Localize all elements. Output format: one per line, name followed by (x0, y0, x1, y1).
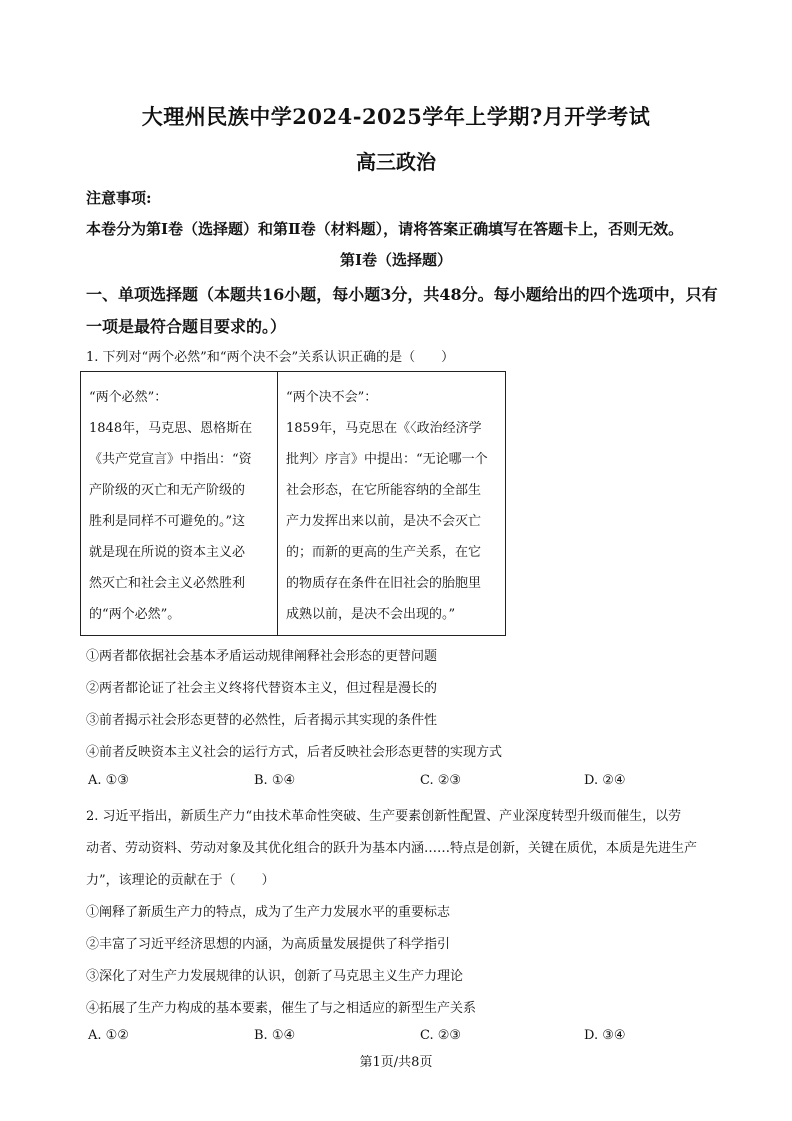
q1-right-line: 成熟以前，是决不会出现的。” (286, 607, 456, 622)
q2-stem-line3: 力”，该理论的贡献在于（ ） (86, 873, 275, 888)
notice-label: 注意事项: (86, 189, 152, 207)
q1-right-line: 社会形态，在它所能容纳的全部生 (286, 483, 482, 498)
q1-left-line: 《共产党宣言》中指出：“资 (89, 452, 252, 467)
q2-option-a[interactable]: A. ①② (88, 1028, 129, 1043)
q1-material-table (80, 371, 506, 636)
q2-option-b[interactable]: B. ①④ (254, 1028, 296, 1043)
q1-left-line: 的“两个必然”。 (89, 607, 181, 622)
section-instruction-line2: 一项是最符合题目要求的。） (86, 317, 287, 336)
q1-right-line: 的物质存在条件在旧社会的胎胞里 (286, 576, 482, 591)
q1-right-line: 批判〉序言》中提出：“无论哪一个 (286, 452, 488, 467)
q1-option-d[interactable]: D. ②④ (584, 773, 626, 788)
q1-right-cell (278, 372, 506, 636)
q2-stem-line2: 动者、劳动资料、劳动对象及其优化组合的跃升为基本内涵……特点是创新，关键在质优，本质是先进生产 (86, 841, 698, 856)
q1-left-line: 胜利是同样不可避免的。”这 (89, 514, 246, 529)
q2-option-c[interactable]: C. ②③ (420, 1028, 462, 1043)
q1-statement-3: ③前者揭示社会形态更替的必然性，后者揭示其实现的条件性 (86, 713, 438, 728)
q1-left-cell (81, 372, 278, 636)
q2-statement-4: ④拓展了生产力构成的基本要素，催生了与之相适应的新型生产关系 (86, 1001, 477, 1016)
page-number: 第1页/共8页 (359, 1055, 433, 1070)
q1-statement-4: ④前者反映资本主义社会的运行方式，后者反映社会形态更替的实现方式 (86, 745, 503, 760)
q1-right-line: 产力发挥出来以前，是决不会灭亡 (286, 514, 482, 529)
exam-subject: 高三政治 (356, 150, 436, 174)
q1-left-line: 然灭亡和社会主义必然胜利 (89, 576, 246, 591)
q1-left-line: 产阶级的灭亡和无产阶级的 (89, 483, 246, 498)
q1-right-line: 1859年，马克思在《〈政治经济学 (286, 421, 482, 436)
q1-left-line: 就是现在所说的资本主义必 (89, 545, 246, 560)
section-title: 第Ⅰ卷（选择题） (339, 251, 453, 269)
q2-option-d[interactable]: D. ③④ (584, 1028, 626, 1043)
q2-statement-2: ②丰富了习近平经济思想的内涵，为高质量发展提供了科学指引 (86, 937, 451, 952)
q1-statement-2: ②两者都论证了社会主义终将代替资本主义，但过程是漫长的 (86, 681, 438, 696)
q1-option-b[interactable]: B. ①④ (254, 773, 296, 788)
q1-option-c[interactable]: C. ②③ (420, 773, 462, 788)
q1-option-a[interactable]: A. ①③ (88, 773, 129, 788)
q2-statement-3: ③深化了对生产力发展规律的认识，创新了马克思主义生产力理论 (86, 969, 464, 984)
q2-statement-1: ①阐释了新质生产力的特点，成为了生产力发展水平的重要标志 (86, 905, 451, 920)
q1-left-line: 1848年，马克思、恩格斯在 (89, 421, 253, 436)
q1-stem: 1. 下列对“两个必然”和“两个决不会”关系认识正确的是（ ） (86, 350, 455, 365)
q1-left-line: “两个必然”： (89, 390, 168, 405)
q2-stem-line1: 2. 习近平指出，新质生产力“由技术革命性突破、生产要素创新性配置、产业深度转型升级而催生，以劳 (86, 809, 682, 824)
q1-right-line: “两个决不会”： (286, 390, 378, 405)
q1-statement-1: ①两者都依据社会基本矛盾运动规律阐释社会形态的更替问题 (86, 649, 438, 664)
notice-text: 本卷分为第Ⅰ卷（选择题）和第Ⅱ卷（材料题），请将答案正确填写在答题卡上，否则无效。 (86, 220, 684, 238)
section-instruction-line1: 一、单项选择题（本题共16小题，每小题3分，共48分。每小题给出的四个选项中，只有 (86, 285, 718, 304)
q1-right-line: 的；而新的更高的生产关系，在它 (286, 545, 482, 560)
exam-title: 大理州民族中学2024-2025学年上学期?月开学考试 (141, 104, 651, 129)
